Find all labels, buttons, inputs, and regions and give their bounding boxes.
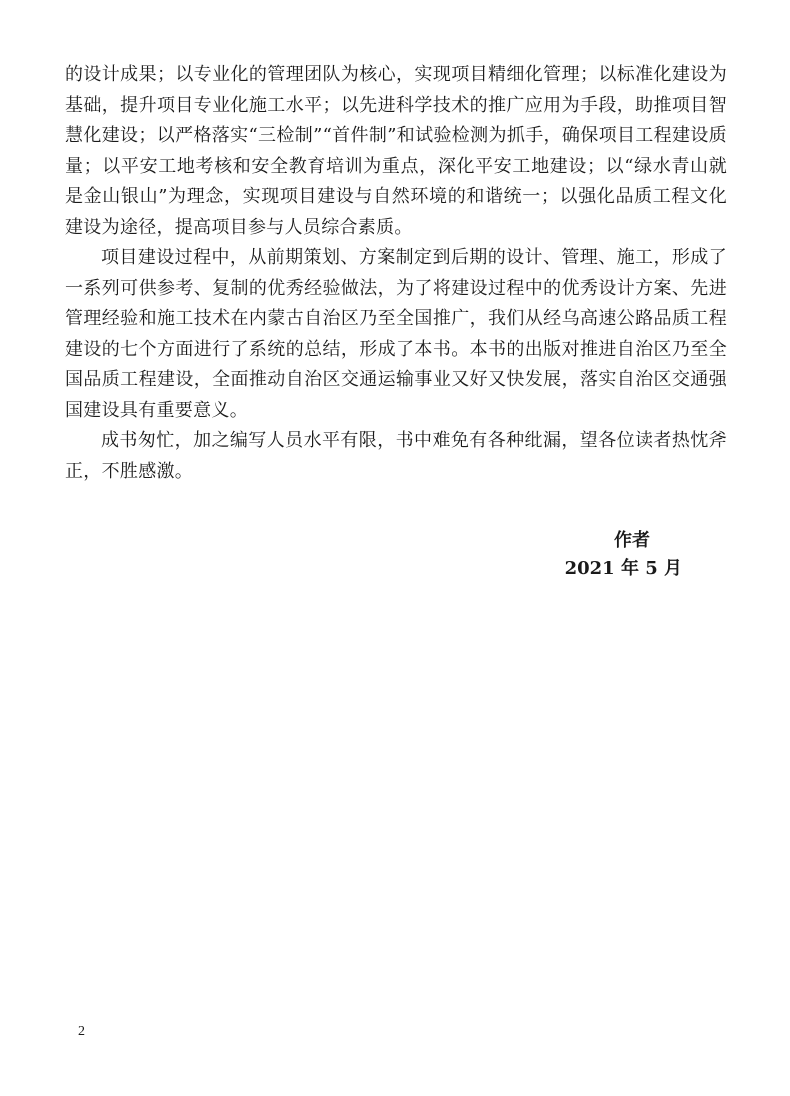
page-number: 2	[78, 1024, 85, 1039]
paragraph-continued: 的设计成果；以专业化的管理团队为核心，实现项目精细化管理；以标准化建设为基础，提升项目专业化施工水平；以先进科学技术的推广应用为手段，助推项目智慧化建设；以严格落实“三检制”“首件制”和试验检测为抓手，确保项目工程建设质量；以平安工地考核和安全教育培训为重点，深化平安工地建设；以“绿水青山就是金山银山”为理念，实现项目建设与自然环境的和谐统一；以强化品质工程文化建设为途径，提高项目参与人员综合素质。	[65, 64, 727, 238]
signature-date: 2021 年 5 月	[564, 558, 682, 579]
paragraph-closing: 成书匆忙，加之编写人员水平有限，书中难免有各种纰漏，望各位读者热忱斧正，不胜感激。	[65, 430, 727, 482]
signature-author: 作者	[614, 530, 650, 551]
preface-body	[65, 60, 727, 487]
paragraph-process: 项目建设过程中，从前期策划、方案制定到后期的设计、管理、施工，形成了一系列可供参考、复制的优秀经验做法，为了将建设过程中的优秀设计方案、先进管理经验和施工技术在内蒙古自治区乃至全国推广，我们从经乌高速公路品质工程建设的七个方面进行了系统的总结，形成了本书。本书的出版对推进自治区乃至全国品质工程建设，全面推动自治区交通运输事业又好又快发展，落实自治区交通强国建设具有重要意义。	[65, 247, 727, 421]
